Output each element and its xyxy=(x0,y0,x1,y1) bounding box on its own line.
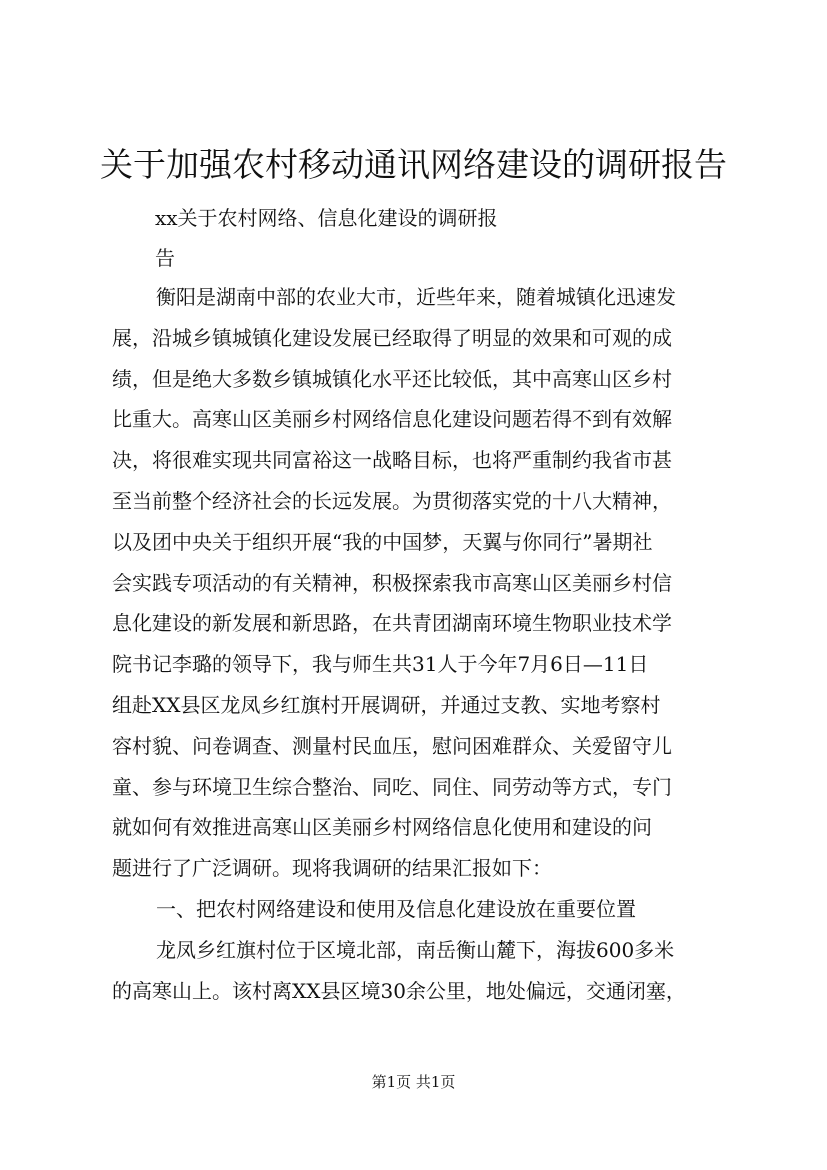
paragraph-line: 容村貌、问卷调查、测量村民血压，慰问困难群众、关爱留守儿 xyxy=(112,733,672,758)
paragraph-line: 题进行了广泛调研。现将我调研的结果汇报如下： xyxy=(112,856,552,881)
paragraph-line: 息化建设的新发展和新思路，在共青团湖南环境生物职业技术学 xyxy=(112,611,672,636)
paragraph-line: 龙凤乡红旗村位于区境北部，南岳衡山麓下，海拔600多米 xyxy=(156,937,675,962)
section-heading: 一、把农村网络建设和使用及信息化建设放在重要位置 xyxy=(156,896,636,921)
paragraph-line: 决，将很难实现共同富裕这一战略目标，也将严重制约我省市甚 xyxy=(112,448,672,473)
paragraph-line: 比重大。高寒山区美丽乡村网络信息化建设问题若得不到有效解 xyxy=(112,407,672,432)
paragraph-line: 以及团中央关于组织开展“我的中国梦，天翼与你同行”暑期社 xyxy=(112,529,653,554)
page-number-footer: 第1页 共1页 xyxy=(371,1073,456,1091)
paragraph-line: 绩，但是绝大多数乡镇城镇化水平还比较低，其中高寒山区乡村 xyxy=(112,366,672,391)
paragraph-line: 展，沿城乡镇城镇化建设发展已经取得了明显的效果和可观的成 xyxy=(112,325,672,350)
paragraph-line: 衡阳是湖南中部的农业大市，近些年来，随着城镇化迅速发 xyxy=(156,285,676,309)
paragraph-line: 就如何有效推进高寒山区美丽乡村网络信息化使用和建设的问 xyxy=(112,815,652,840)
paragraph-line: 会实践专项活动的有关精神，积极探索我市高寒山区美丽乡村信 xyxy=(112,570,672,595)
paragraph-line: 的高寒山上。该村离XX县区境30余公里，地处偏远，交通闭塞， xyxy=(112,978,686,1003)
document-body xyxy=(112,277,737,1011)
document-subtitle: xx关于农村网络、信息化建设的调研报 xyxy=(155,206,498,230)
document-title: 关于加强农村移动通讯网络建设的调研报告 xyxy=(100,145,727,184)
paragraph-line: 组赴XX县区龙凤乡红旗村开展调研，并通过支教、实地考察村 xyxy=(112,692,661,717)
paragraph-line: 院书记李璐的领导下，我与师生共31人于今年7月6日—11日 xyxy=(112,652,649,677)
paragraph-line: 至当前整个经济社会的长远发展。为贯彻落实党的十八大精神， xyxy=(112,488,672,513)
paragraph-line: 童、参与环境卫生综合整治、同吃、同住、同劳动等方式，专门 xyxy=(112,774,672,799)
document-subtitle-continued: 告 xyxy=(155,246,175,270)
